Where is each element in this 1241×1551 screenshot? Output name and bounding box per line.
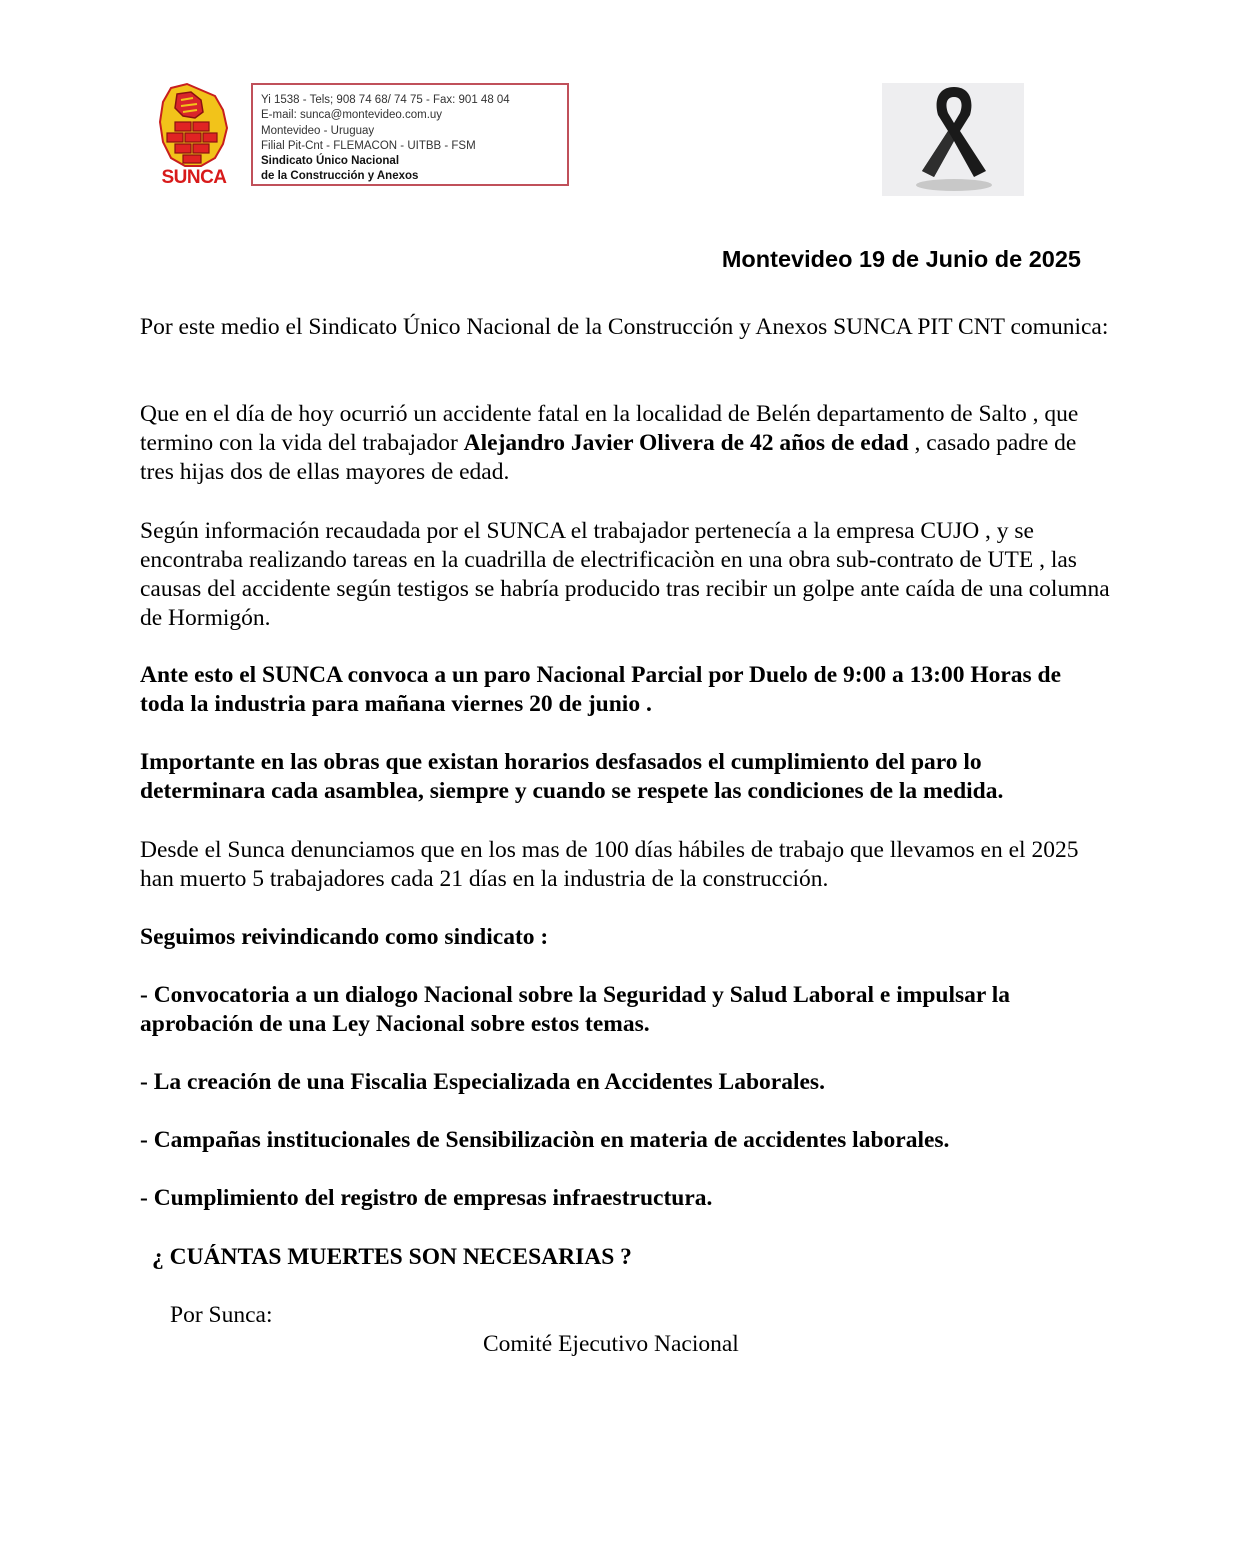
sunca-brick-fist-icon	[157, 82, 231, 170]
org-name-line1: Sindicato Único Nacional	[261, 155, 400, 168]
letter-date: Montevideo 19 de Junio de 2025	[721, 246, 1081, 272]
strike-call-paragraph: Ante esto el SUNCA convoca a un paro Nacional Parcial por Duelo de 9:00 a 13:00 Horas de toda la industria para mañana viernes 20 de junio .	[140, 662, 1062, 717]
contact-affiliations: Filial Pit-Cnt - FLEMACON - UITBB - FSM	[261, 139, 476, 152]
signature-by: Por Sunca:	[170, 1302, 273, 1328]
important-paragraph: Importante en las obras que existan horarios desfasados el cumplimiento del paro lo determinara cada asamblea, siempre y cuando se respete las condiciones de la medida.	[140, 749, 1004, 804]
contact-email: E-mail: sunca@montevideo.com.uy	[261, 109, 443, 122]
demands-title: Seguimos reivindicando como sindicato :	[140, 924, 549, 950]
signature-committee: Comité Ejecutivo Nacional	[483, 1331, 739, 1357]
demand-item: - La creación de una Fiscalia Especializada en Accidentes Laborales.	[140, 1069, 825, 1095]
contact-info-box	[251, 83, 569, 186]
contact-address: Yi 1538 - Tels; 908 74 68/ 74 75 - Fax: 901 48 04	[261, 94, 510, 106]
accident-text-after: , casado padre de tres hijas dos de ellas mayores de edad.	[140, 430, 1077, 485]
victim-name: Alejandro Javier Olivera de 42 años de edad	[463, 430, 909, 456]
accident-text-before: Que en el día de hoy ocurrió un accidente fatal en la localidad de Belén departamento de Salto , que termino con la vida del trabajador	[140, 401, 1079, 456]
accident-paragraph	[140, 400, 1110, 487]
demand-item: - Campañas institucionales de Sensibilizaciòn en materia de accidentes laborales.	[140, 1127, 950, 1153]
intro-paragraph: Por este medio el Sindicato Único Nacional de la Construcción y Anexos SUNCA PIT CNT comunica:	[140, 314, 1109, 340]
contact-city: Montevideo - Uruguay	[261, 124, 375, 137]
sunca-logo	[157, 82, 231, 192]
logo-wordmark: SUNCA	[161, 167, 227, 188]
org-name-line2: de la Construcción y Anexos	[261, 170, 419, 183]
mourning-ribbon-box	[882, 83, 1024, 196]
demand-item: - Convocatoria a un dialogo Nacional sobre la Seguridad y Salud Laboral e impulsar la aprobación de una Ley Nacional sobre estos temas.	[140, 982, 1011, 1037]
closing-question: ¿ CUÁNTAS MUERTES SON NECESARIAS ?	[152, 1244, 632, 1270]
demand-item: - Cumplimiento del registro de empresas infraestructura.	[140, 1185, 713, 1211]
denounce-paragraph: Desde el Sunca denunciamos que en los mas de 100 días hábiles de trabajo que llevamos en el 2025 han muerto 5 trabajadores cada 21 días en la industria de la construcción.	[140, 837, 1079, 892]
mourning-ribbon-icon	[882, 83, 1024, 196]
info-paragraph: Según información recaudada por el SUNCA el trabajador pertenecía a la empresa CUJO , y se encontraba realizando tareas en la cuadrilla de electrificaciòn en una obra sub-contrato de UTE , las causas del accidente según testigos se habría producido tras recibir un golpe ante caída de una columna de Hormigón.	[140, 518, 1110, 631]
